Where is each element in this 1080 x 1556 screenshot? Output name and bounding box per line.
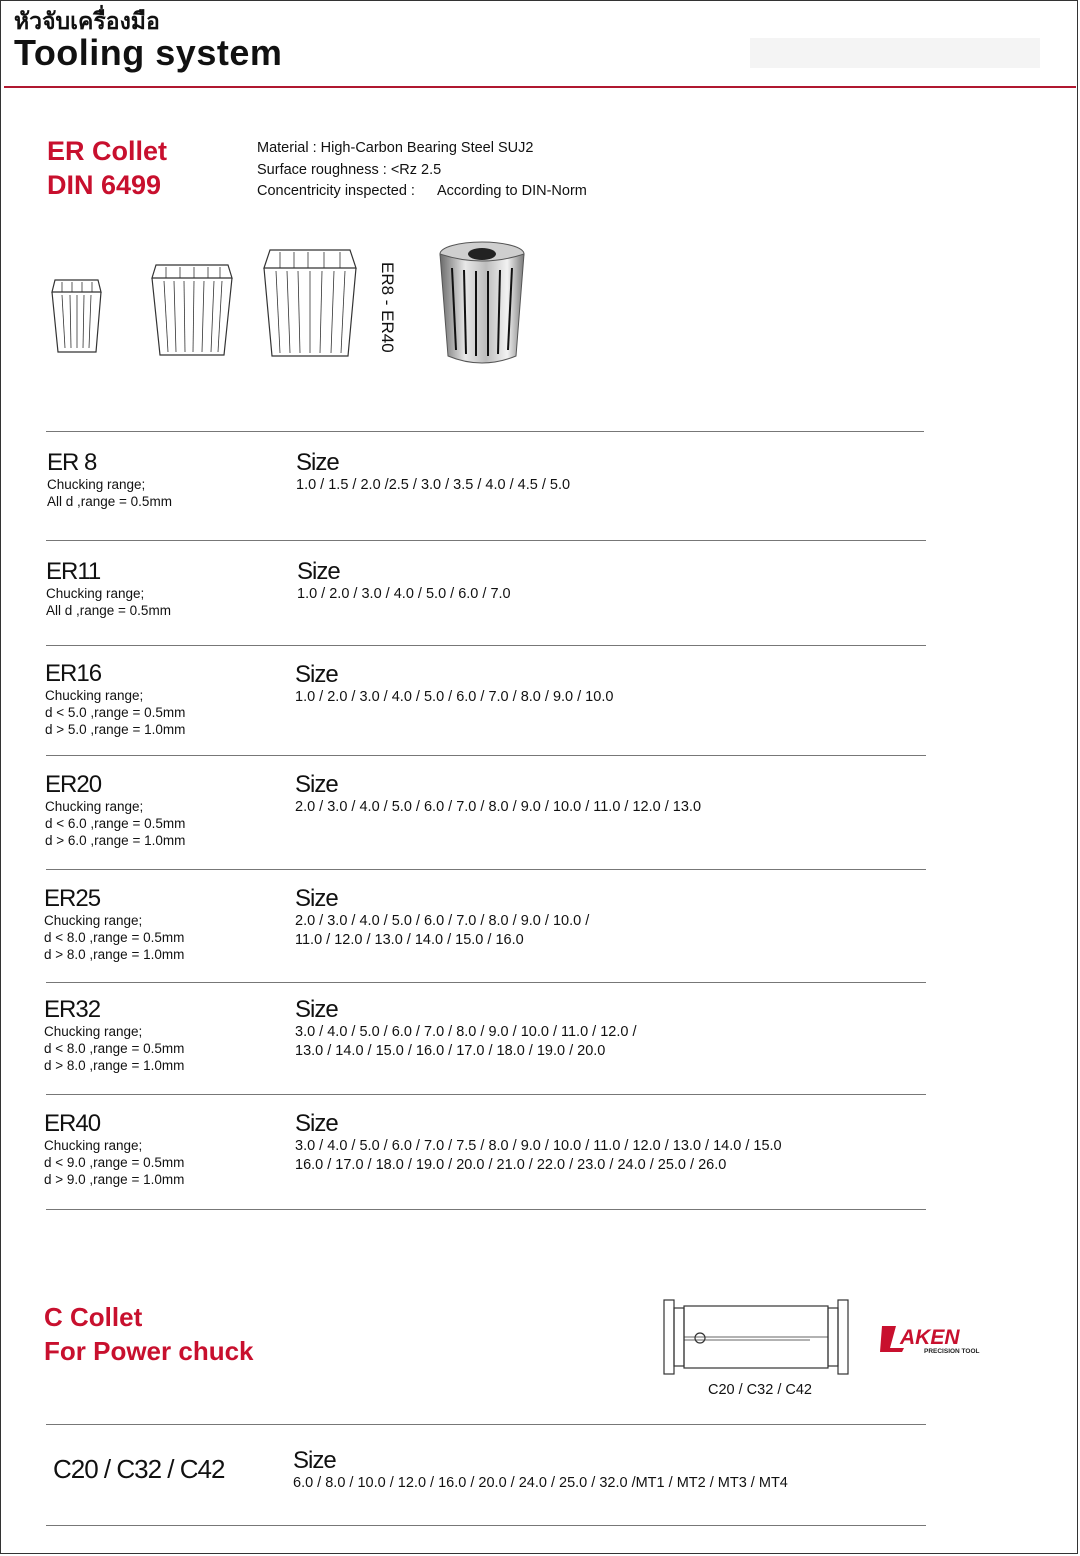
section-separator — [46, 869, 926, 870]
er32-sizes — [295, 996, 637, 1061]
er20-sizes — [295, 771, 701, 817]
size-line: 6.0 / 8.0 / 10.0 / 12.0 / 16.0 / 20.0 / 24.0 / 25.0 / 32.0 /MT1 / MT2 / MT3 / MT4 — [293, 1475, 788, 1491]
size-line: 3.0 / 4.0 / 5.0 / 6.0 / 7.0 / 7.5 / 8.0 / 9.0 / 10.0 / 11.0 / 12.0 / 13.0 / 14.0 / 15.0 — [295, 1138, 782, 1154]
c-collet-name: C20 / C32 / C42 — [53, 1454, 225, 1484]
size-label: Size — [293, 1447, 336, 1474]
collet-name: ER40 — [44, 1110, 101, 1137]
aken-logo — [878, 1322, 988, 1361]
chucking-line: d > 8.0 ,range = 1.0mm — [44, 1058, 185, 1073]
chucking-line: d > 6.0 ,range = 1.0mm — [45, 833, 186, 848]
spec-label: Surface roughness : — [257, 161, 387, 178]
er-range-label: ER8 - ER40 — [378, 262, 397, 353]
chucking-label: Chucking range; — [44, 913, 143, 928]
chucking-line: d > 8.0 ,range = 1.0mm — [44, 947, 185, 962]
chucking-line: All d ,range = 0.5mm — [47, 494, 172, 509]
section-separator — [46, 1424, 926, 1425]
size-line: 1.0 / 2.0 / 3.0 / 4.0 / 5.0 / 6.0 / 7.0 / 8.0 / 9.0 / 10.0 — [295, 689, 614, 705]
er20-section — [45, 771, 185, 849]
chucking-line: All d ,range = 0.5mm — [46, 603, 171, 618]
collet-name: ER 8 — [47, 449, 97, 476]
collet-name: ER16 — [45, 660, 102, 687]
er16-section — [45, 660, 185, 738]
c-collet-figure-caption: C20 / C32 / C42 — [708, 1382, 812, 1398]
er40-sizes — [295, 1110, 782, 1175]
chucking-label: Chucking range; — [44, 1024, 143, 1039]
aken-logo-mark — [878, 1322, 988, 1356]
spec-concentricity — [257, 181, 587, 203]
chucking-line: d > 9.0 ,range = 1.0mm — [44, 1172, 185, 1187]
section-separator — [46, 540, 926, 541]
collet-name: ER32 — [44, 996, 101, 1023]
er32-section — [44, 996, 184, 1074]
chucking-line: d > 5.0 ,range = 1.0mm — [45, 722, 186, 737]
er-collet-title-line2: DIN 6499 — [47, 170, 162, 200]
logo-tagline: PRECISION TOOL — [924, 1348, 980, 1355]
c-collet-title-line2: For Power chuck — [44, 1336, 254, 1366]
size-label: Size — [295, 1110, 338, 1137]
er8-section — [47, 449, 172, 510]
chucking-range — [45, 687, 185, 738]
c-collet-title-line1: C Collet — [44, 1302, 143, 1332]
chucking-range — [46, 585, 171, 619]
header-divider — [4, 86, 1076, 88]
spec-value: <Rz 2.5 — [390, 161, 442, 178]
chucking-label: Chucking range; — [44, 1138, 143, 1153]
er-collet-title-line1: ER Collet — [47, 136, 168, 166]
size-label: Size — [296, 449, 339, 476]
collet-name: ER11 — [46, 558, 101, 585]
page-title: Tooling system — [14, 32, 283, 73]
size-label: Size — [295, 771, 338, 798]
spec-material — [257, 138, 587, 160]
chucking-line: d < 6.0 ,range = 0.5mm — [45, 816, 186, 831]
c-collet-drawing — [660, 1296, 852, 1378]
er-collet-title — [47, 134, 167, 202]
bleed-through-decoration — [750, 30, 1040, 89]
collet-drawing-medium — [152, 265, 232, 355]
size-line: 2.0 / 3.0 / 4.0 / 5.0 / 6.0 / 7.0 / 8.0 / 9.0 / 10.0 / 11.0 / 12.0 / 13.0 — [295, 799, 702, 815]
size-label: Size — [297, 558, 340, 585]
chucking-range — [45, 798, 185, 849]
collet-drawing-large — [264, 250, 356, 356]
collet-name: ER20 — [45, 771, 102, 798]
er25-sizes — [295, 885, 589, 950]
thai-title: หัวจับเครื่องมือ — [14, 8, 160, 34]
chucking-range — [47, 476, 172, 510]
section-separator — [46, 982, 926, 983]
spec-value: High-Carbon Bearing Steel SUJ2 — [320, 140, 534, 156]
section-separator — [46, 431, 924, 432]
section-separator — [46, 645, 926, 646]
chucking-line: d < 5.0 ,range = 0.5mm — [45, 705, 186, 720]
er-collet-photo — [432, 238, 532, 370]
size-line: 16.0 / 17.0 / 18.0 / 19.0 / 20.0 / 21.0 / 22.0 / 23.0 / 24.0 / 25.0 / 26.0 — [295, 1157, 727, 1173]
size-line: 3.0 / 4.0 / 5.0 / 6.0 / 7.0 / 8.0 / 9.0 / 10.0 / 11.0 / 12.0 / — [295, 1024, 637, 1040]
size-line: 11.0 / 12.0 / 13.0 / 14.0 / 15.0 / 16.0 — [295, 932, 524, 948]
ghost-shape — [750, 30, 1040, 80]
chucking-line: d < 9.0 ,range = 0.5mm — [44, 1155, 185, 1170]
er11-section — [46, 558, 171, 619]
spec-value: According to DIN-Norm — [437, 183, 587, 199]
size-line: 1.0 / 2.0 / 3.0 / 4.0 / 5.0 / 6.0 / 7.0 — [297, 586, 511, 602]
spec-surface-roughness — [257, 160, 587, 182]
er25-section — [44, 885, 184, 963]
er16-sizes — [295, 661, 613, 707]
er-collet-drawings — [40, 240, 380, 370]
er8-sizes — [296, 449, 570, 495]
er-collet-specs — [257, 138, 587, 203]
c-collet-sizes — [293, 1447, 788, 1493]
chucking-range — [44, 912, 184, 963]
section-separator — [46, 1525, 926, 1526]
size-line: 1.0 / 1.5 / 2.0 /2.5 / 3.0 / 3.5 / 4.0 / 4.5 / 5.0 — [296, 477, 571, 493]
size-label: Size — [295, 661, 338, 688]
chucking-line: d < 8.0 ,range = 0.5mm — [44, 930, 185, 945]
size-label: Size — [295, 885, 338, 912]
chucking-label: Chucking range; — [47, 477, 146, 492]
er11-sizes — [297, 558, 511, 604]
spec-label: Material : — [257, 140, 317, 156]
size-label: Size — [295, 996, 338, 1023]
section-separator — [46, 755, 926, 756]
chucking-label: Chucking range; — [45, 799, 144, 814]
chucking-range — [44, 1023, 184, 1074]
size-line: 2.0 / 3.0 / 4.0 / 5.0 / 6.0 / 7.0 / 8.0 / 9.0 / 10.0 / — [295, 913, 590, 929]
er40-section — [44, 1110, 184, 1188]
spec-label: Concentricity inspected : — [257, 183, 415, 199]
chucking-line: d < 8.0 ,range = 0.5mm — [44, 1041, 185, 1056]
chucking-label: Chucking range; — [45, 688, 144, 703]
section-separator — [46, 1094, 926, 1095]
logo-brand: AKEN — [900, 1326, 960, 1349]
collet-name: ER25 — [44, 885, 101, 912]
section-separator — [46, 1209, 926, 1210]
size-line: 13.0 / 14.0 / 15.0 / 16.0 / 17.0 / 18.0 / 19.0 / 20.0 — [295, 1043, 606, 1059]
collet-drawing-small — [52, 280, 101, 352]
chucking-label: Chucking range; — [46, 586, 145, 601]
chucking-range — [44, 1137, 184, 1188]
c-collet-title — [44, 1300, 254, 1368]
